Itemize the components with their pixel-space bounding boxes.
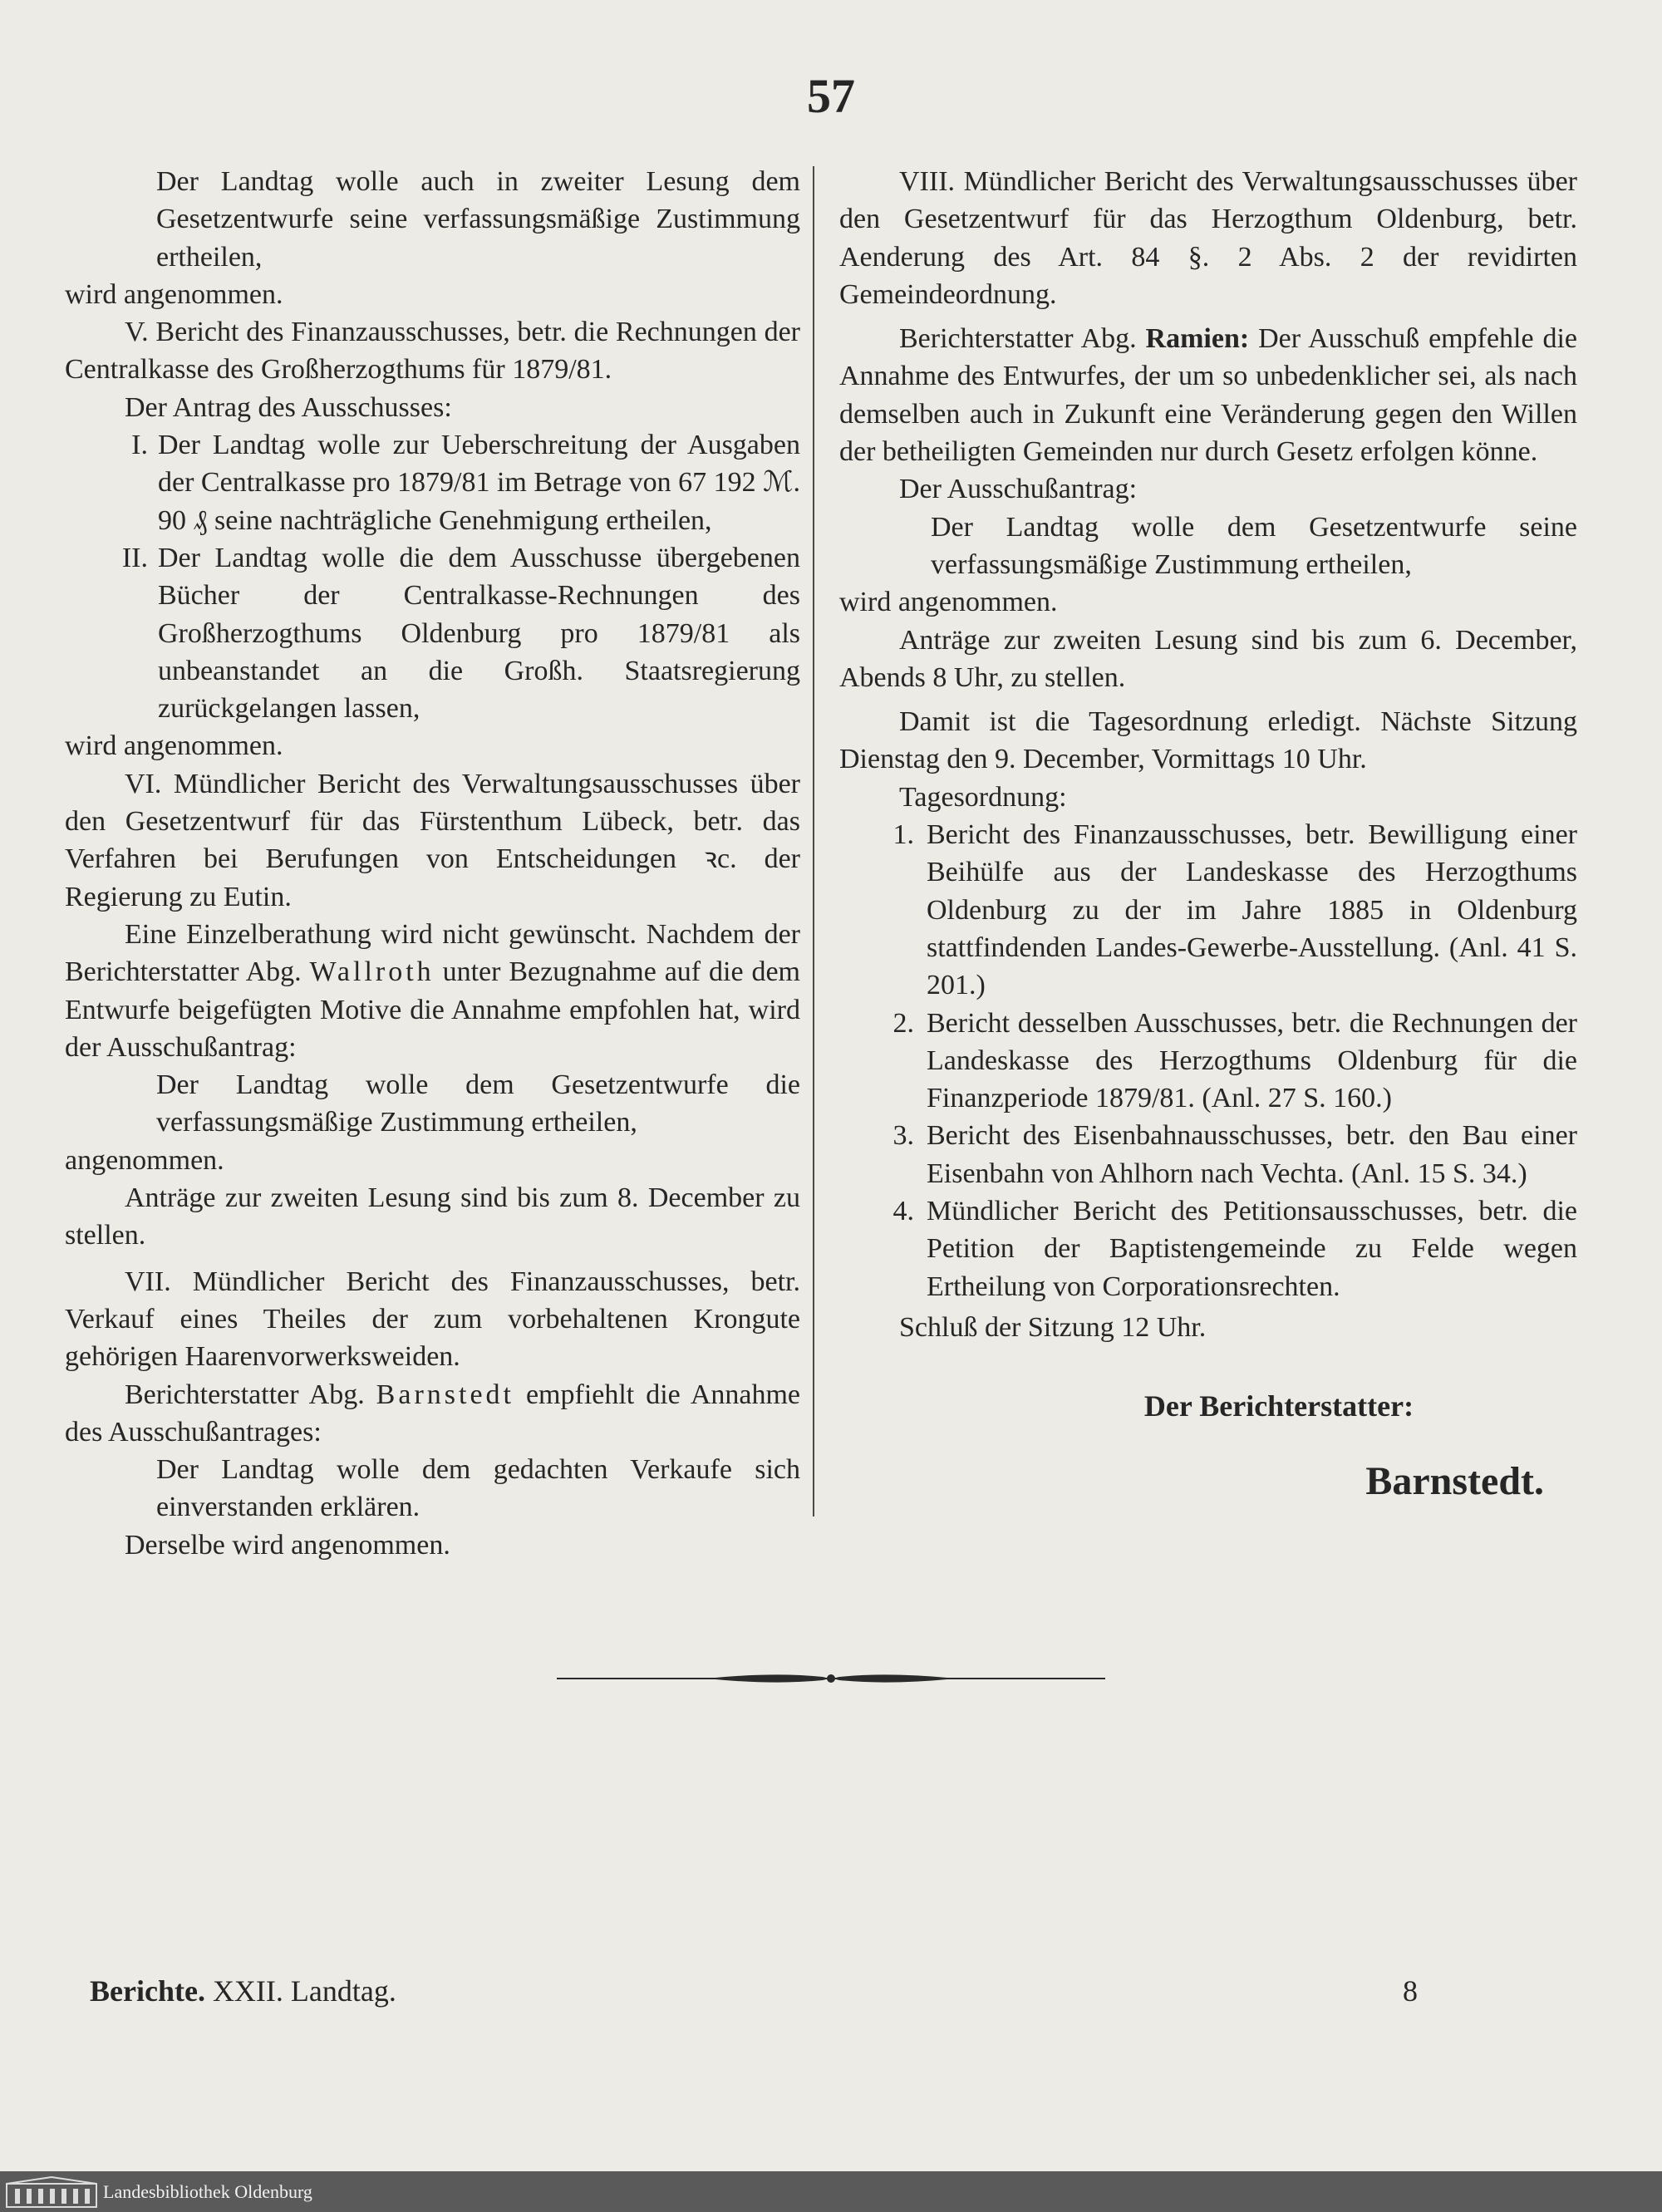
paragraph: Der Landtag wolle dem gedachten Verkaufe sich einverstanden erklären. — [156, 1454, 800, 1523]
ornament-rule — [557, 1662, 1105, 1695]
paragraph: Der Landtag wolle auch in zweiter Lesung dem Gesetzentwurfe seine verfassungsmäßige Zustimmung ertheilen, — [156, 166, 800, 273]
paragraph: angenommen. — [65, 1144, 224, 1176]
agenda-item-text: Mündlicher Bericht des Petitionsausschusses, betr. die Petition der Baptistengemeinde zu Felde wegen Ertheilung von Corporationsrechten. — [927, 1196, 1577, 1302]
text-run: Der Ausschuß empfehle die Annahme des Entwurfes, der um so unbedenklicher sei, als nach demselben auch in Zukunft eine Veränderung gegen den Willen der betheiligten Gemeinden nur durch Gesetz erfolgen könne. — [839, 323, 1578, 468]
signature-label: Der Berichterstatter: — [1143, 1389, 1414, 1423]
text-run: empfiehlt die Annahme des Ausschußantrages: — [65, 1379, 801, 1448]
paragraph: Schluß der Sitzung 12 Uhr. — [899, 1311, 1207, 1343]
paragraph: Der Landtag wolle dem Gesetzentwurfe seine verfassungsmäßige Zustimmung ertheilen, — [931, 511, 1577, 580]
text-run: unter Bezugnahme auf die dem Entwurfe beigefügten Motive die Annahme empfohlen hat, wird der Ausschußantrag: — [65, 956, 801, 1063]
right-column — [839, 163, 1578, 1503]
list-item-text: Der Landtag wolle zur Ueberschreitung der Ausgaben der Centralkasse pro 1879/81 im Betrage von 67 192 ℳ. 90 ₰ seine nachträgliche Genehmigung ertheilen, — [158, 430, 800, 536]
agenda-item-text: Bericht desselben Ausschusses, betr. die Rechnungen der Landeskasse des Herzogthums Oldenburg für die Finanzperiode 1879/81. (Anl. 27 S. 160.) — [927, 1007, 1577, 1114]
agenda-item-number: 4. — [892, 1196, 914, 1227]
paragraph: wird angenommen. — [65, 278, 283, 310]
paragraph: Der Landtag wolle dem Gesetzentwurfe die verfassungsmäßige Zustimmung ertheilen, — [156, 1069, 800, 1138]
agenda-item-text: Bericht des Eisenbahnausschusses, betr. den Bau einer Eisenbahn von Ahlhorn nach Vechta. (Anl. 15 S. 34.) — [927, 1120, 1577, 1189]
agenda-item — [839, 1005, 1577, 1118]
paragraph: Tagesordnung: — [899, 781, 1067, 813]
agenda-item-number: 3. — [892, 1120, 914, 1152]
paragraph: VI. Mündlicher Bericht des Verwaltungsausschusses über den Gesetzentwurf für das Fürstenthum Lübeck, betr. das Verfahren bei Berufungen von Entscheidungen ꝛc. der Regierung zu Eutin. — [65, 768, 800, 912]
paragraph: Damit ist die Tagesordnung erledigt. Nächste Sitzung Dienstag den 9. December, Vormittags 10 Uhr. — [839, 706, 1577, 775]
column-divider — [813, 166, 814, 1516]
sheet-number: 8 — [1403, 1974, 1418, 2008]
paragraph — [65, 916, 800, 1066]
paragraph — [65, 1376, 800, 1452]
paragraph: wird angenommen. — [65, 730, 283, 762]
list-item — [65, 426, 800, 539]
agenda-item-number: 2. — [892, 1007, 914, 1039]
text-run: Berichterstatter Abg. — [125, 1379, 365, 1410]
agenda-item-number: 1. — [892, 819, 914, 851]
person-name: Ramien: — [1145, 323, 1250, 355]
paragraph: Der Antrag des Ausschusses: — [125, 391, 452, 423]
paragraph: wird angenommen. — [839, 587, 1058, 618]
library-building-icon — [5, 2175, 98, 2209]
agenda-item-text: Bericht des Finanzausschusses, betr. Bewilligung einer Beihülfe aus der Landeskasse des Herzogthums Oldenburg zu der im Jahre 1885 in Oldenburg stattfindenden Landes-Gewerbe-Ausstellung. (Anl. 41 S. 201.) — [927, 819, 1577, 1001]
footer-label-bold: Berichte. — [90, 1974, 205, 2008]
footer-label — [90, 1974, 396, 2008]
paragraph — [839, 320, 1577, 470]
paragraph: V. Bericht des Finanzausschusses, betr. die Rechnungen der Centralkasse des Großherzogthums für 1879/81. — [65, 317, 800, 386]
list-item-text: Der Landtag wolle die dem Ausschusse übergebenen Bücher der Centralkasse-Rechnungen des Großherzogthums Oldenburg pro 1879/81 als unbeanstandet an die Großh. Staatsregierung zurückgelangen lassen, — [158, 542, 800, 725]
paragraph: Derselbe wird angenommen. — [125, 1529, 450, 1561]
person-name: Wallroth — [309, 956, 435, 988]
list-item-number: I. — [131, 430, 148, 461]
library-name: Landesbibliothek Oldenburg — [103, 2181, 312, 2202]
paragraph: VII. Mündlicher Bericht des Finanzausschusses, betr. Verkauf eines Theiles der zum vorbehaltenen Krongute gehörigen Haarenvorwerksweiden. — [65, 1266, 800, 1373]
agenda-item — [839, 1192, 1577, 1305]
left-column — [65, 163, 800, 1564]
paragraph: Der Ausschußantrag: — [899, 474, 1138, 505]
list-item — [65, 539, 800, 727]
agenda-item — [839, 1117, 1577, 1192]
signature-name: Barnstedt. — [1365, 1458, 1544, 1503]
paragraph: Anträge zur zweiten Lesung sind bis zum 6. December, Abends 8 Uhr, zu stellen. — [839, 624, 1577, 693]
text-run: Berichterstatter Abg. — [899, 323, 1137, 355]
footer-label-rest: XXII. Landtag. — [212, 1974, 396, 2008]
paragraph: VIII. Mündlicher Bericht des Verwaltungsausschusses über den Gesetzentwurf für das Herzogthum Oldenburg, betr. Aenderung des Art. 84 §. 2 Abs. 2 der revidirten Gemeindeordnung. — [839, 166, 1577, 310]
text-run: Eine Einzelberathung wird nicht gewünscht. Nachdem der Berichterstatter Abg. — [65, 918, 800, 988]
page-number: 57 — [807, 69, 855, 123]
library-bar — [0, 2171, 1662, 2212]
list-item-number: II. — [121, 542, 148, 573]
person-name: Barnstedt — [376, 1379, 514, 1410]
paragraph: Anträge zur zweiten Lesung sind bis zum 8. December zu stellen. — [65, 1182, 800, 1251]
agenda-item — [839, 816, 1577, 1004]
